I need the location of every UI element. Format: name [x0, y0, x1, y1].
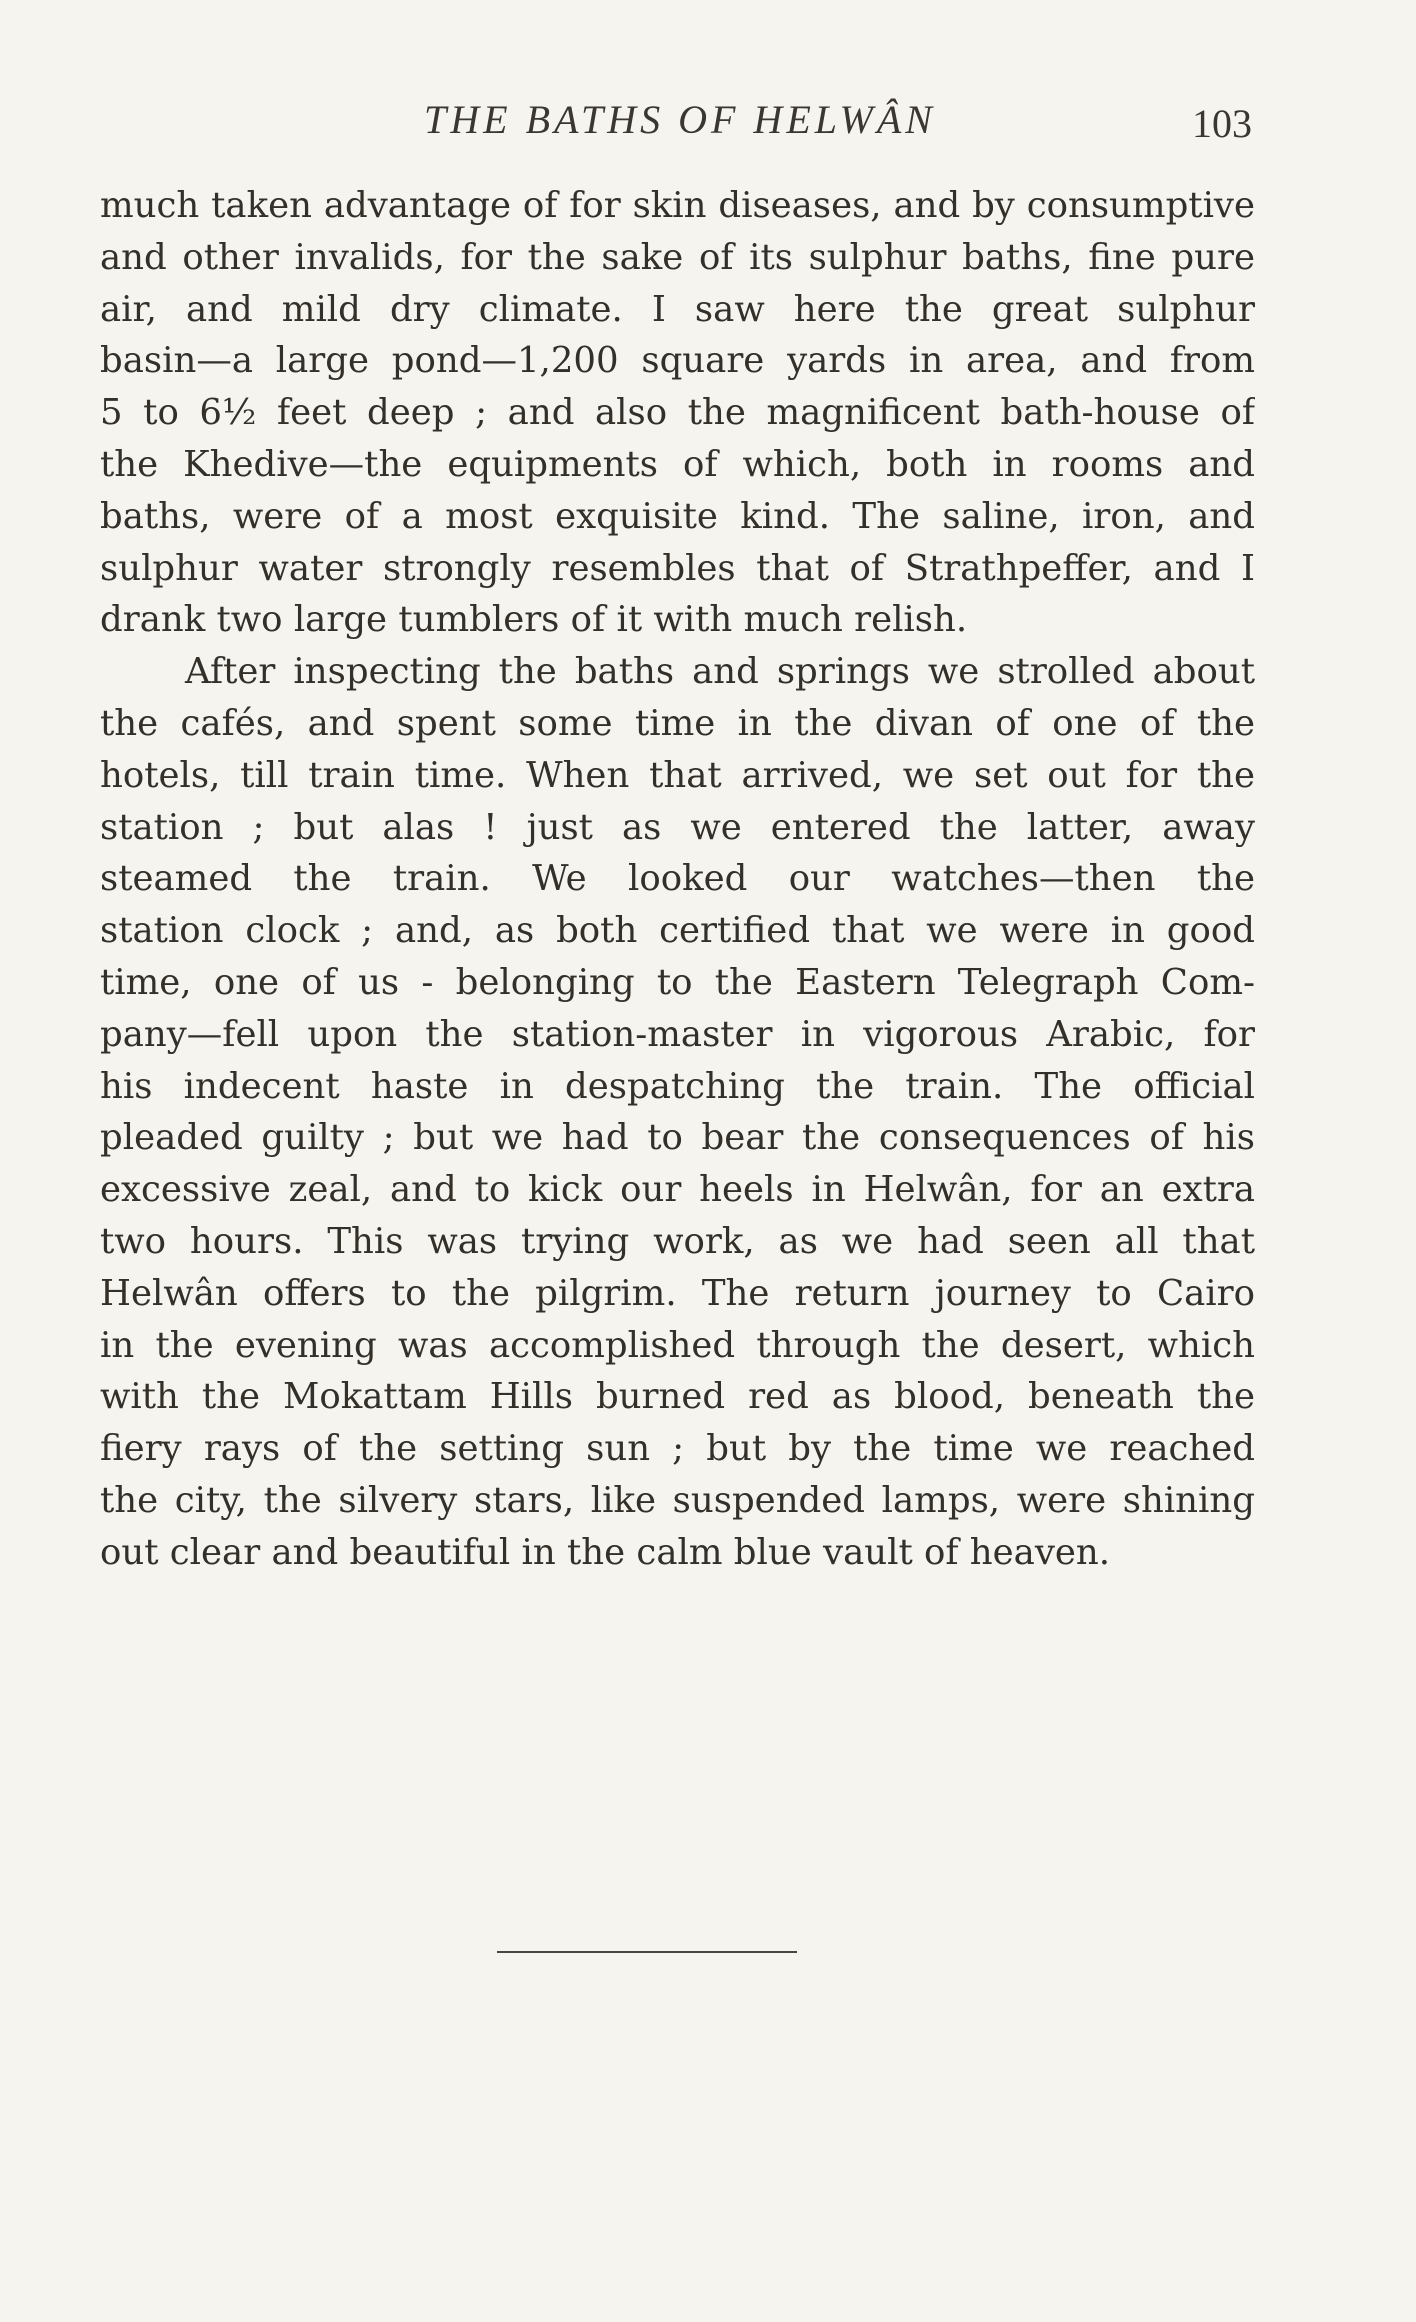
text-line: the Khedive—the equipments of which, both in rooms and [100, 443, 1255, 485]
body-text [100, 180, 1255, 1579]
text-line: with the Mokattam Hills burned red as blood, beneath the [100, 1376, 1255, 1418]
text-line: time, one of us - belonging to the Eastern Telegraph Com- [100, 961, 1255, 1003]
text-line: steamed the train. We looked our watches—then the [100, 858, 1255, 900]
text-line: the cafés, and spent some time in the divan of one of the [100, 702, 1255, 744]
text-line: baths, were of a most exquisite kind. The saline, iron, and [100, 495, 1255, 537]
text-line: air, and mild dry climate. I saw here the great sulphur [100, 288, 1255, 330]
text-line: much taken advantage of for skin diseases, and by consumptive [100, 185, 1255, 226]
text-line: basin—a large pond—1,200 square yards in area, and from [100, 340, 1255, 382]
text-line: fiery rays of the setting sun ; but by the time we reached [100, 1428, 1255, 1470]
text-line: the city, the silvery stars, like suspended lamps, were shining [100, 1479, 1255, 1521]
text-line: station clock ; and, as both certified that we were in good [100, 910, 1255, 952]
running-title: THE BATHS OF HELWÂN [424, 97, 936, 142]
text-line: and other invalids, for the sake of its sulphur baths, fine pure [100, 236, 1255, 278]
page-number: 103 [1192, 101, 1252, 146]
text-line: his indecent haste in despatching the train. The official [100, 1065, 1255, 1107]
text-line: excessive zeal, and to kick our heels in Helwân, for an extra [100, 1169, 1255, 1211]
text-line: sulphur water strongly resembles that of Strathpeffer, and I [100, 547, 1255, 589]
running-head [100, 92, 1260, 148]
text-line: two hours. This was trying work, as we had seen all that [100, 1220, 1255, 1262]
text-line: hotels, till train time. When that arrived, we set out for the [100, 754, 1255, 796]
text-line: in the evening was accomplished through the desert, which [100, 1324, 1255, 1366]
text-line: After inspecting the baths and springs we strolled about [185, 651, 1255, 693]
text-line: 5 to 6½ feet deep ; and also the magnificent bath-house of [100, 392, 1255, 434]
text-line: pany—fell upon the station-master in vigorous Arabic, for [100, 1013, 1255, 1055]
chapter-end-rule [497, 1951, 797, 1953]
text-line: station ; but alas ! just as we entered the latter, away [100, 806, 1255, 848]
text-line: pleaded guilty ; but we had to bear the consequences of his [100, 1117, 1255, 1159]
text-line: out clear and beautiful in the calm blue vault of heaven. [100, 1531, 1111, 1573]
text-line: Helwân offers to the pilgrim. The return journey to Cairo [100, 1272, 1255, 1314]
text-line: drank two large tumblers of it with much relish. [100, 599, 968, 641]
